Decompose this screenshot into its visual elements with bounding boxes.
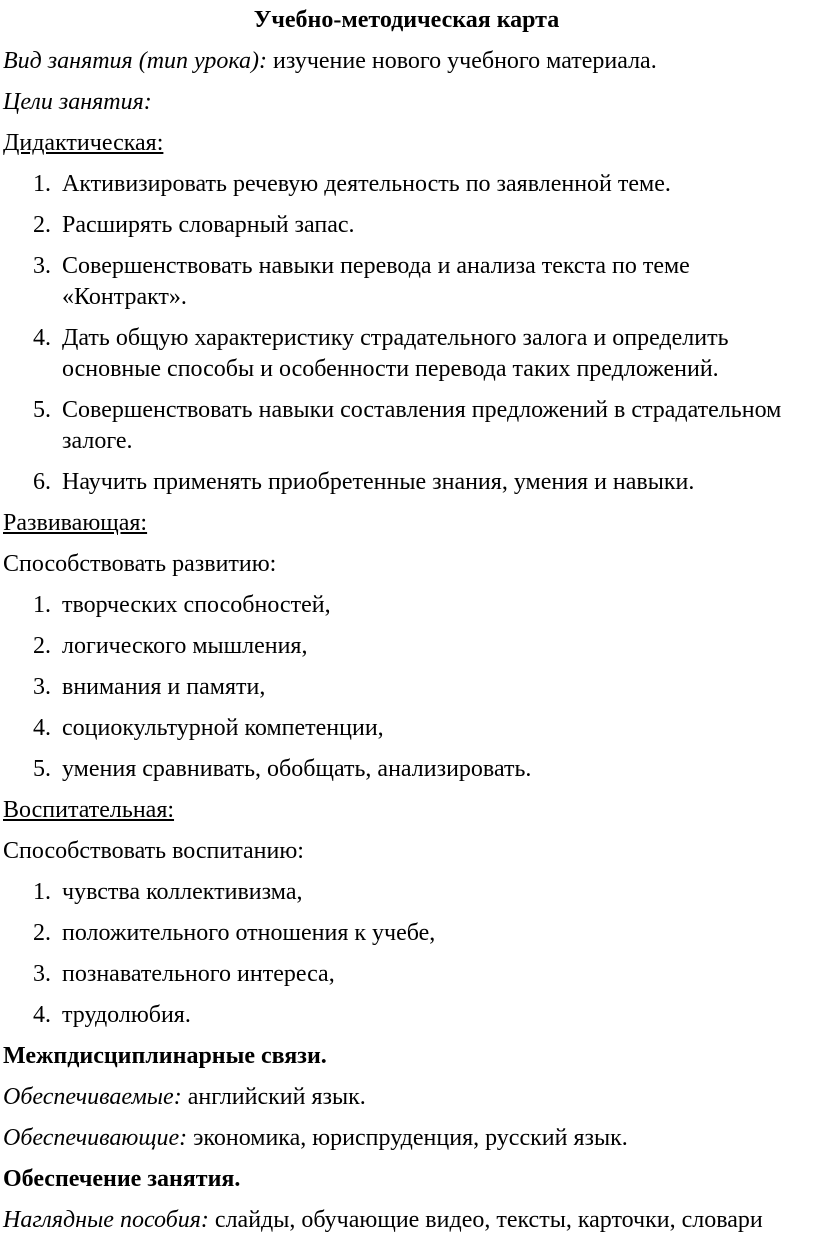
list-item: Дать общую характеристику страдательного залога и определить основные способы и особенности перевода таких предложений. xyxy=(62,325,729,382)
providing-paragraph xyxy=(3,1123,810,1154)
providing-value: экономика, юриспруденция, русский язык. xyxy=(193,1125,628,1151)
list-item: логического мышления, xyxy=(62,633,308,659)
list-item: Научить применять приобретенные знания, умения и навыки. xyxy=(62,469,695,495)
page-title: Учебно-методическая карта xyxy=(253,7,560,33)
list-item: внимания и памяти, xyxy=(62,674,266,700)
developing-list xyxy=(3,590,810,785)
list-item: Совершенствовать навыки составления предложений в страдательном залоге. xyxy=(62,397,782,454)
educational-heading xyxy=(3,795,810,826)
developing-heading-text: Развивающая: xyxy=(3,510,148,536)
provided-value: английский язык. xyxy=(187,1084,366,1110)
goals-heading: Цели занятия: xyxy=(3,89,152,115)
visual-aids-paragraph xyxy=(3,1205,810,1236)
list-item: положительного отношения к учебе, xyxy=(62,920,436,946)
didactic-heading xyxy=(3,128,810,159)
educational-list xyxy=(3,877,810,1031)
provided-paragraph xyxy=(3,1082,810,1113)
list-item: умения сравнивать, обобщать, анализировать. xyxy=(62,756,532,782)
list-item: социокультурной компетенции, xyxy=(62,715,384,741)
educational-heading-text: Воспитательная: xyxy=(3,797,175,823)
lesson-type-paragraph xyxy=(3,46,810,77)
list-item: познавательного интереса, xyxy=(62,961,335,987)
list-item: творческих способностей, xyxy=(62,592,331,618)
provision-heading: Обеспечение занятия. xyxy=(3,1166,241,1192)
visual-aids-label: Наглядные пособия: xyxy=(3,1207,209,1233)
didactic-list xyxy=(3,169,810,498)
lesson-type-label: Вид занятия (тип урока): xyxy=(3,48,267,74)
list-item: чувства коллективизма, xyxy=(62,879,303,905)
providing-label: Обеспечивающие: xyxy=(3,1125,188,1151)
developing-intro: Способствовать развитию: xyxy=(3,551,277,577)
didactic-heading-text: Дидактическая: xyxy=(3,130,164,156)
interdisciplinary-heading: Межпдисциплинарные связи. xyxy=(3,1043,327,1069)
list-item: Совершенствовать навыки перевода и анализа текста по теме «Контракт». xyxy=(62,253,690,310)
developing-heading xyxy=(3,508,810,539)
visual-aids-value: слайды, обучающие видео, тексты, карточки, словари xyxy=(214,1207,763,1233)
list-item: Расширять словарный запас. xyxy=(62,212,355,238)
list-item: трудолюбия. xyxy=(62,1002,191,1028)
list-item: Активизировать речевую деятельность по заявленной теме. xyxy=(62,171,671,197)
provided-label: Обеспечиваемые: xyxy=(3,1084,182,1110)
lesson-type-value: изучение нового учебного материала. xyxy=(273,48,657,74)
educational-intro: Способствовать воспитанию: xyxy=(3,838,304,864)
